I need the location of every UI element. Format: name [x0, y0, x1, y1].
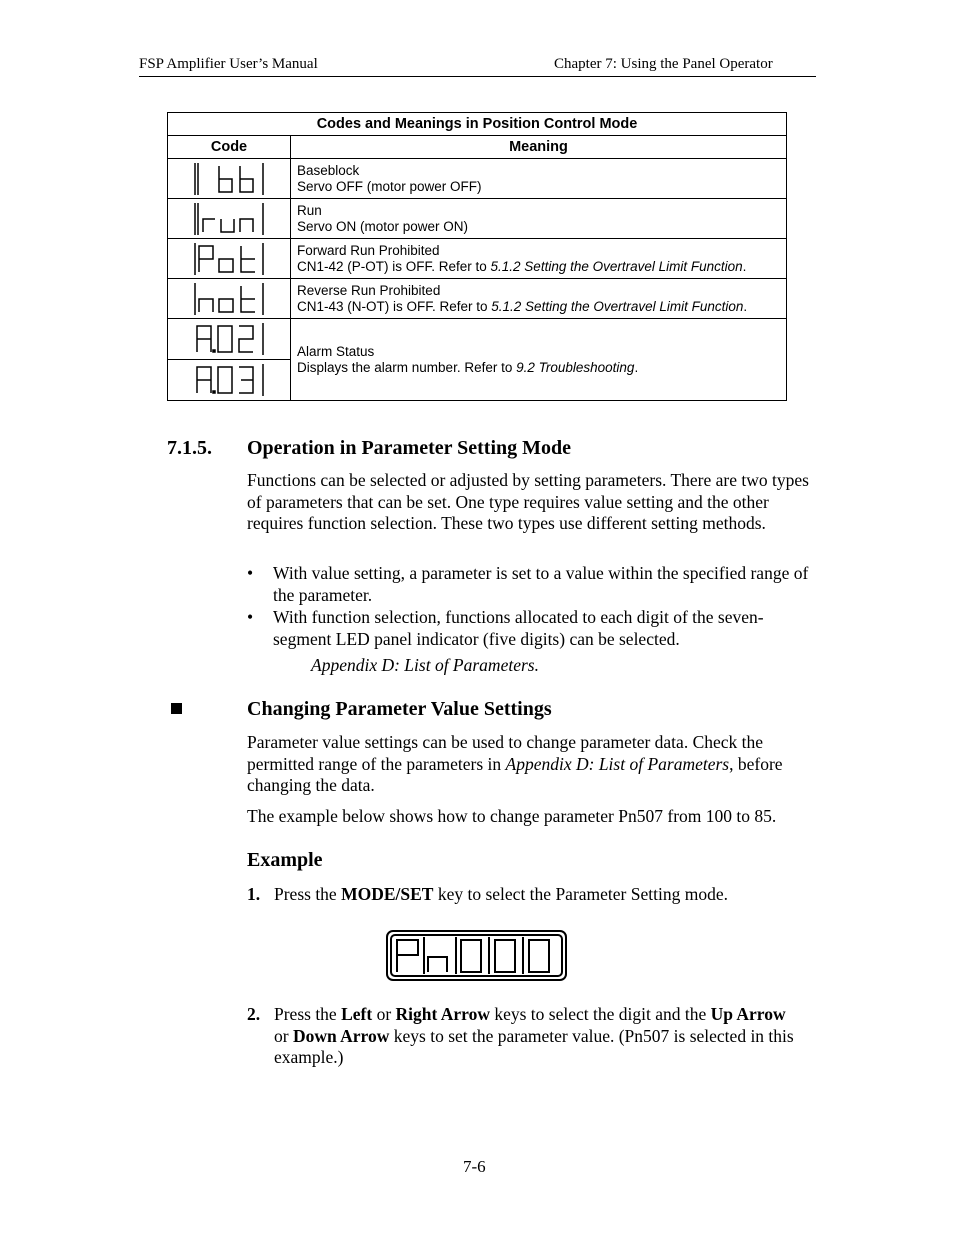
code-cell: [168, 239, 291, 279]
section-title: Operation in Parameter Setting Mode: [247, 437, 572, 459]
code-cell: [168, 360, 291, 401]
table-row: [168, 239, 787, 279]
meaning-cell: Forward Run Prohibited CN1-42 (P-OT) is OFF. Refer to 5.1.2 Setting the Overtravel Limit Function.: [291, 239, 787, 279]
section-intro: Functions can be selected or adjusted by setting parameters. There are two types of parameters that can be set. One type requires value setting and the other requires function selection. These two types use different setting methods.: [247, 470, 809, 534]
column-header-meaning: Meaning: [291, 136, 787, 159]
column-header-code: Code: [168, 136, 291, 159]
meaning-cell: Baseblock Servo OFF (motor power OFF): [291, 159, 787, 199]
appendix-reference: Appendix D: List of Parameters.: [311, 655, 539, 675]
subsection-paragraph: Parameter value settings can be used to change parameter data. Check the permitted range of the parameters in Appendix D: List of Parameters, before changing the data.: [247, 732, 783, 796]
lcd-display-bb-icon: [191, 161, 267, 197]
square-bullet-icon: [171, 703, 182, 714]
lcd-display-not-icon: [191, 281, 267, 317]
lcd-display-pot-icon: [191, 241, 267, 277]
meaning-cell: Reverse Run Prohibited CN1-43 (N-OT) is OFF. Refer to 5.1.2 Setting the Overtravel Limit Function.: [291, 279, 787, 319]
key-name: Right Arrow: [395, 1004, 490, 1024]
lcd-display-a02-icon: [191, 321, 267, 357]
section-number: 7.1.5.: [167, 437, 212, 459]
key-name: Up Arrow: [710, 1004, 786, 1024]
table-row: [168, 279, 787, 319]
page-header: [139, 56, 816, 77]
meaning-cell: Run Servo ON (motor power ON): [291, 199, 787, 239]
header-manual-title: FSP Amplifier User’s Manual: [139, 56, 318, 72]
key-name: Down Arrow: [292, 1025, 390, 1046]
page-number: 7-6: [463, 1157, 486, 1176]
subsection-title: Changing Parameter Value Settings: [247, 698, 552, 720]
section-reference: 5.1.2 Setting the Overtravel Limit Function: [490, 258, 743, 274]
code-cell: [168, 319, 291, 360]
code-cell: [168, 159, 291, 199]
section-reference: 5.1.2 Setting the Overtravel Limit Function: [491, 298, 744, 314]
section-reference: 9.2 Troubleshooting: [516, 359, 635, 375]
codes-table: [167, 112, 787, 401]
table-row: [168, 319, 787, 360]
table-row: [168, 159, 787, 199]
example-title: Example: [247, 849, 323, 871]
lcd-display-a03-icon: [191, 362, 267, 398]
meaning-cell: Alarm Status Displays the alarm number. Refer to 9.2 Troubleshooting.: [291, 319, 787, 401]
table-title: Codes and Meanings in Position Control Mode: [168, 113, 787, 136]
key-name: Left: [341, 1004, 373, 1024]
subsection-paragraph: The example below shows how to change parameter Pn507 from 100 to 85.: [247, 806, 777, 826]
bullet-icon: •: [247, 563, 254, 583]
header-chapter-title: Chapter 7: Using the Panel Operator: [554, 56, 773, 72]
code-cell: [168, 199, 291, 239]
code-cell: [168, 279, 291, 319]
bullet-icon: •: [247, 607, 254, 627]
lcd-display-run-icon: [191, 201, 267, 237]
lcd-display-pn000-icon: [385, 929, 568, 982]
key-name: MODE/SET: [341, 884, 434, 904]
table-row: [168, 199, 787, 239]
